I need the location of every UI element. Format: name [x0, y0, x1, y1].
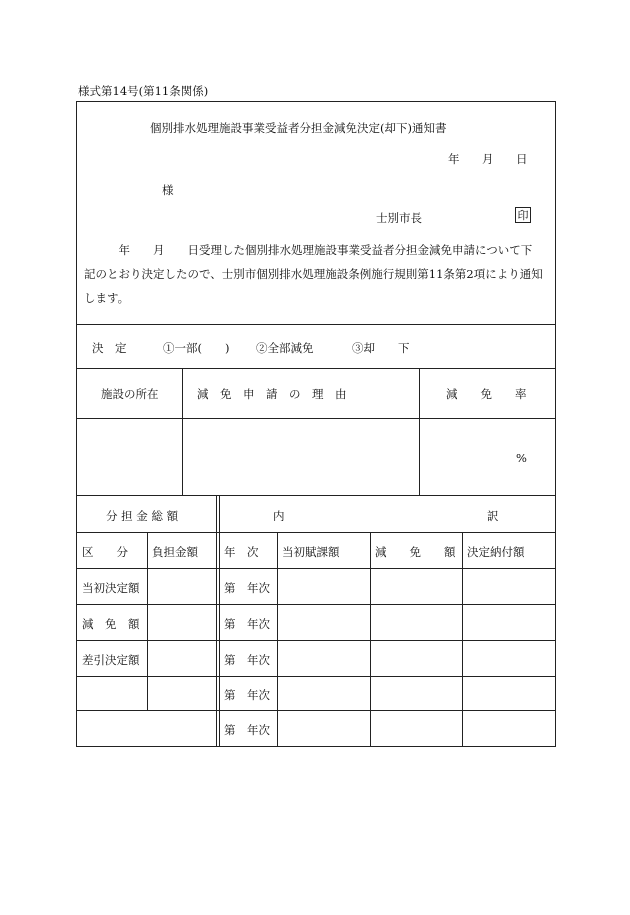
- form-title: 個別排水処理施設事業受益者分担金減免決定(却下)通知書: [150, 121, 447, 135]
- divider: [76, 495, 556, 496]
- divider: [147, 532, 148, 710]
- breakdown-header-left: 内: [273, 509, 285, 523]
- date-day: 日: [516, 152, 528, 166]
- notice-body: [84, 238, 550, 310]
- row-category: 減 免 額: [82, 617, 140, 631]
- seal-mark: 印: [515, 207, 531, 223]
- col-reduction-reason: 減 免 申 請 の 理 由: [197, 387, 347, 401]
- divider: [76, 418, 556, 419]
- issuer-name: 士別市長: [376, 211, 422, 225]
- notice-form: [76, 101, 556, 747]
- recipient-suffix: 様: [162, 183, 174, 197]
- col-fiscal-year: 年 次: [224, 545, 259, 559]
- decision-option-full: ②全部減免: [256, 341, 314, 355]
- divider: [76, 532, 556, 533]
- date-year: 年: [448, 152, 460, 166]
- total-amount-header: 分 担 金 総 額: [106, 509, 179, 523]
- row-category: 当初決定額: [82, 581, 140, 595]
- decision-label: 決 定: [92, 341, 127, 355]
- col-initial-levy: 当初賦課額: [282, 545, 340, 559]
- row-category: 差引決定額: [82, 653, 140, 667]
- col-category: 区 分: [82, 545, 128, 559]
- notice-body-line: します。: [84, 291, 130, 305]
- row-year: 第 年次: [224, 653, 270, 667]
- divider: [76, 676, 556, 677]
- form-number-label: 様式第14号(第11条関係): [78, 84, 209, 98]
- decision-option-rejected: ③却 下: [352, 341, 410, 355]
- divider: [419, 368, 420, 495]
- date-month: 月: [482, 152, 494, 166]
- row-year: 第 年次: [224, 688, 270, 702]
- breakdown-header-right: 訳: [487, 509, 499, 523]
- divider: [76, 710, 556, 711]
- notice-body-line: 年 月 日受理した個別排水処理施設事業受益者分担金減免申請について下: [84, 243, 533, 257]
- row-year: 第 年次: [224, 723, 270, 737]
- divider: [76, 368, 556, 369]
- col-reduction-rate: 減 免 率: [446, 387, 527, 401]
- decision-option-partial: ①一部( ): [163, 341, 230, 355]
- divider: [76, 640, 556, 641]
- rate-unit: %: [516, 451, 527, 465]
- row-year: 第 年次: [224, 581, 270, 595]
- notice-body-line: 記のとおり決定したので、士別市個別排水処理施設条例施行規則第11条第2項により通知: [84, 267, 543, 281]
- divider: [182, 368, 183, 495]
- row-year: 第 年次: [224, 617, 270, 631]
- col-burden-amount: 負担金額: [152, 545, 198, 559]
- col-facility-location: 施設の所在: [101, 387, 159, 401]
- col-reduction-amount: 減 免 額: [375, 545, 456, 559]
- col-final-payment: 決定納付額: [467, 545, 525, 559]
- divider: [76, 568, 556, 569]
- divider: [76, 324, 556, 325]
- divider: [76, 604, 556, 605]
